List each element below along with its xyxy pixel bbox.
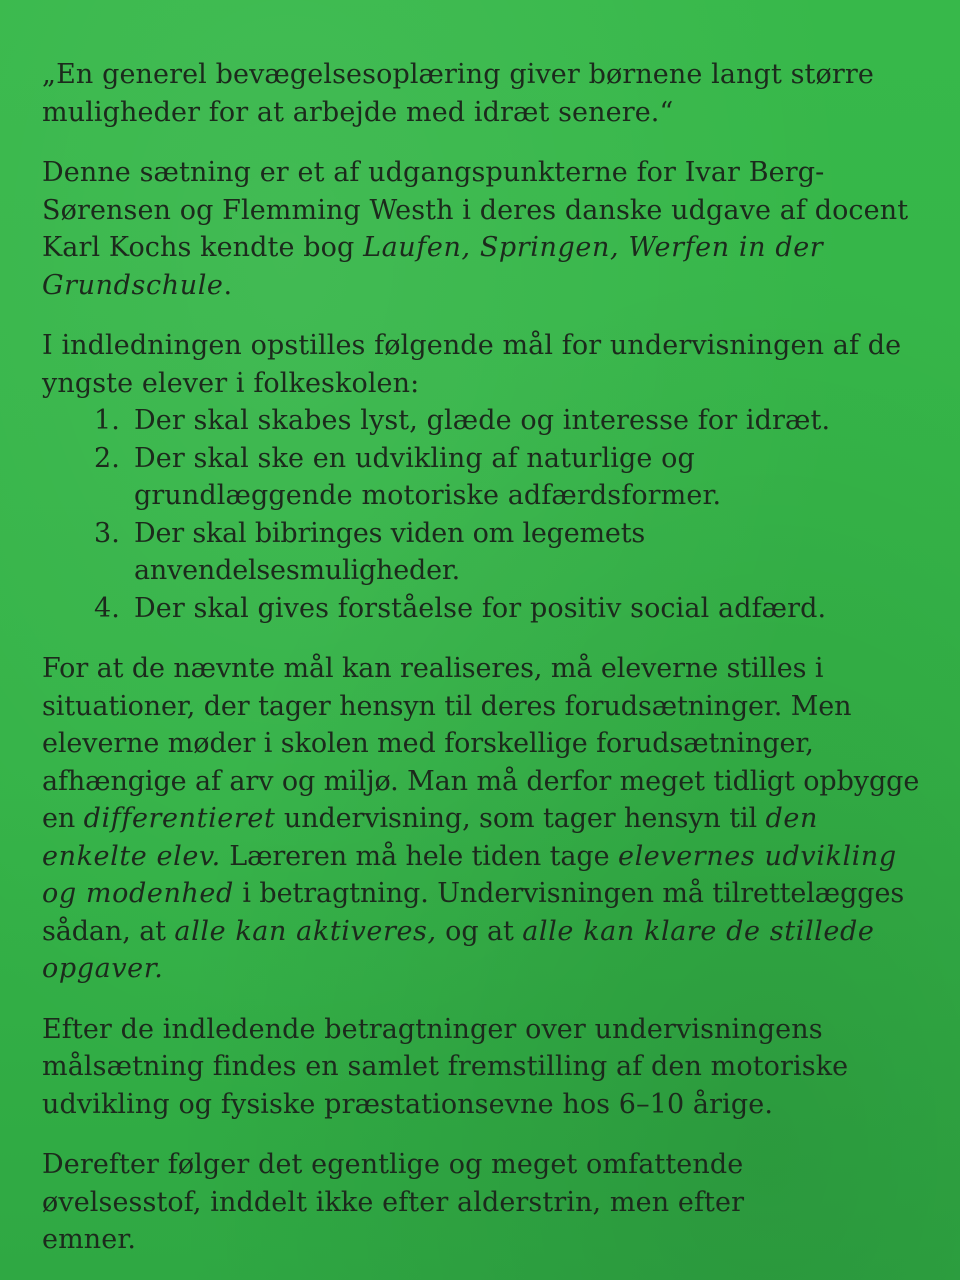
list-item [42, 590, 932, 628]
intro-text: Denne sætning er et af udgangspunkterne for Ivar Berg-Sørensen og Flemming Westh i deres danske udgave af docent Karl Kochs kendte bog [42, 157, 909, 263]
list-text: Der skal bibringes viden om legemets anvendelsesmuligheder. [134, 517, 646, 586]
emphasis-den-enkelte-elev: den enkelte elev. [42, 803, 818, 872]
cover-text [42, 56, 932, 1259]
quote-line-2: muligheder for at arbejde med idræt senere.“ [42, 96, 674, 128]
list-text: Der skal gives forståelse for positiv social adfærd. [134, 592, 827, 624]
list-number: 2. [94, 442, 120, 474]
emphasis-differentieret: differentieret [83, 803, 276, 834]
development-paragraph: Efter de indledende betragtninger over undervisningens målsætning findes en samlet fremstilling af den motoriske udvikling og fysiske præstationsevne hos 6–10 årige. [42, 1013, 849, 1120]
list-number: 4. [94, 592, 120, 624]
paragraph-text: i betragtning. Undervisningen må tilrettelægges sådan, at [42, 878, 905, 947]
emphasis-alle-kan-aktiveres: alle kan aktiveres, [174, 915, 437, 947]
list-item [42, 402, 932, 440]
goals-intro: I indledningen opstilles følgende mål for undervisningen af de yngste elever i folkeskolen: [42, 330, 902, 399]
intro-end: . [223, 269, 233, 301]
opening-quote [42, 56, 932, 131]
paragraph-text: undervisning, som tager hensyn til [275, 803, 766, 834]
list-text: Der skal ske en udvikling af naturlige og grundlæggende motoriske adfærdsformer. [134, 442, 722, 511]
list-text: Der skal skabes lyst, glæde og interesse for idræt. [134, 405, 831, 436]
list-item [42, 440, 932, 515]
list-number: 3. [94, 517, 120, 549]
exercise-paragraph: Derefter følger det egentlige og meget omfattende øvelsesstof, inddelt ikke efter alderstrin, men efter emner. [42, 1149, 745, 1255]
book-title: Laufen, Springen, Werfen in der Grundschule [42, 232, 824, 301]
paragraph-text: og at [436, 915, 523, 947]
paragraph-text: Læreren må hele tiden tage [220, 840, 618, 872]
emphasis-udvikling-modenhed: elevernes udvikling og modenhed [42, 840, 897, 909]
quote-line-1: „En generel bevægelsesoplæring giver børnene langt større [42, 59, 874, 90]
list-item [42, 515, 932, 590]
list-number: 1. [94, 405, 120, 436]
paragraph-text: For at de nævnte mål kan realiseres, må eleverne stilles i situationer, der tager hensyn til deres forudsætninger. Men eleverne møder i skolen med forskellige forudsætninger, afhængige af arv og miljø. Man må derfor meget tidligt opbygge en [42, 653, 920, 834]
intro-paragraph [42, 154, 932, 304]
emphasis-alle-kan-klare: alle kan klare de stillede opgaver. [42, 915, 875, 984]
differentiation-paragraph [42, 650, 932, 988]
goals-list [42, 402, 932, 627]
